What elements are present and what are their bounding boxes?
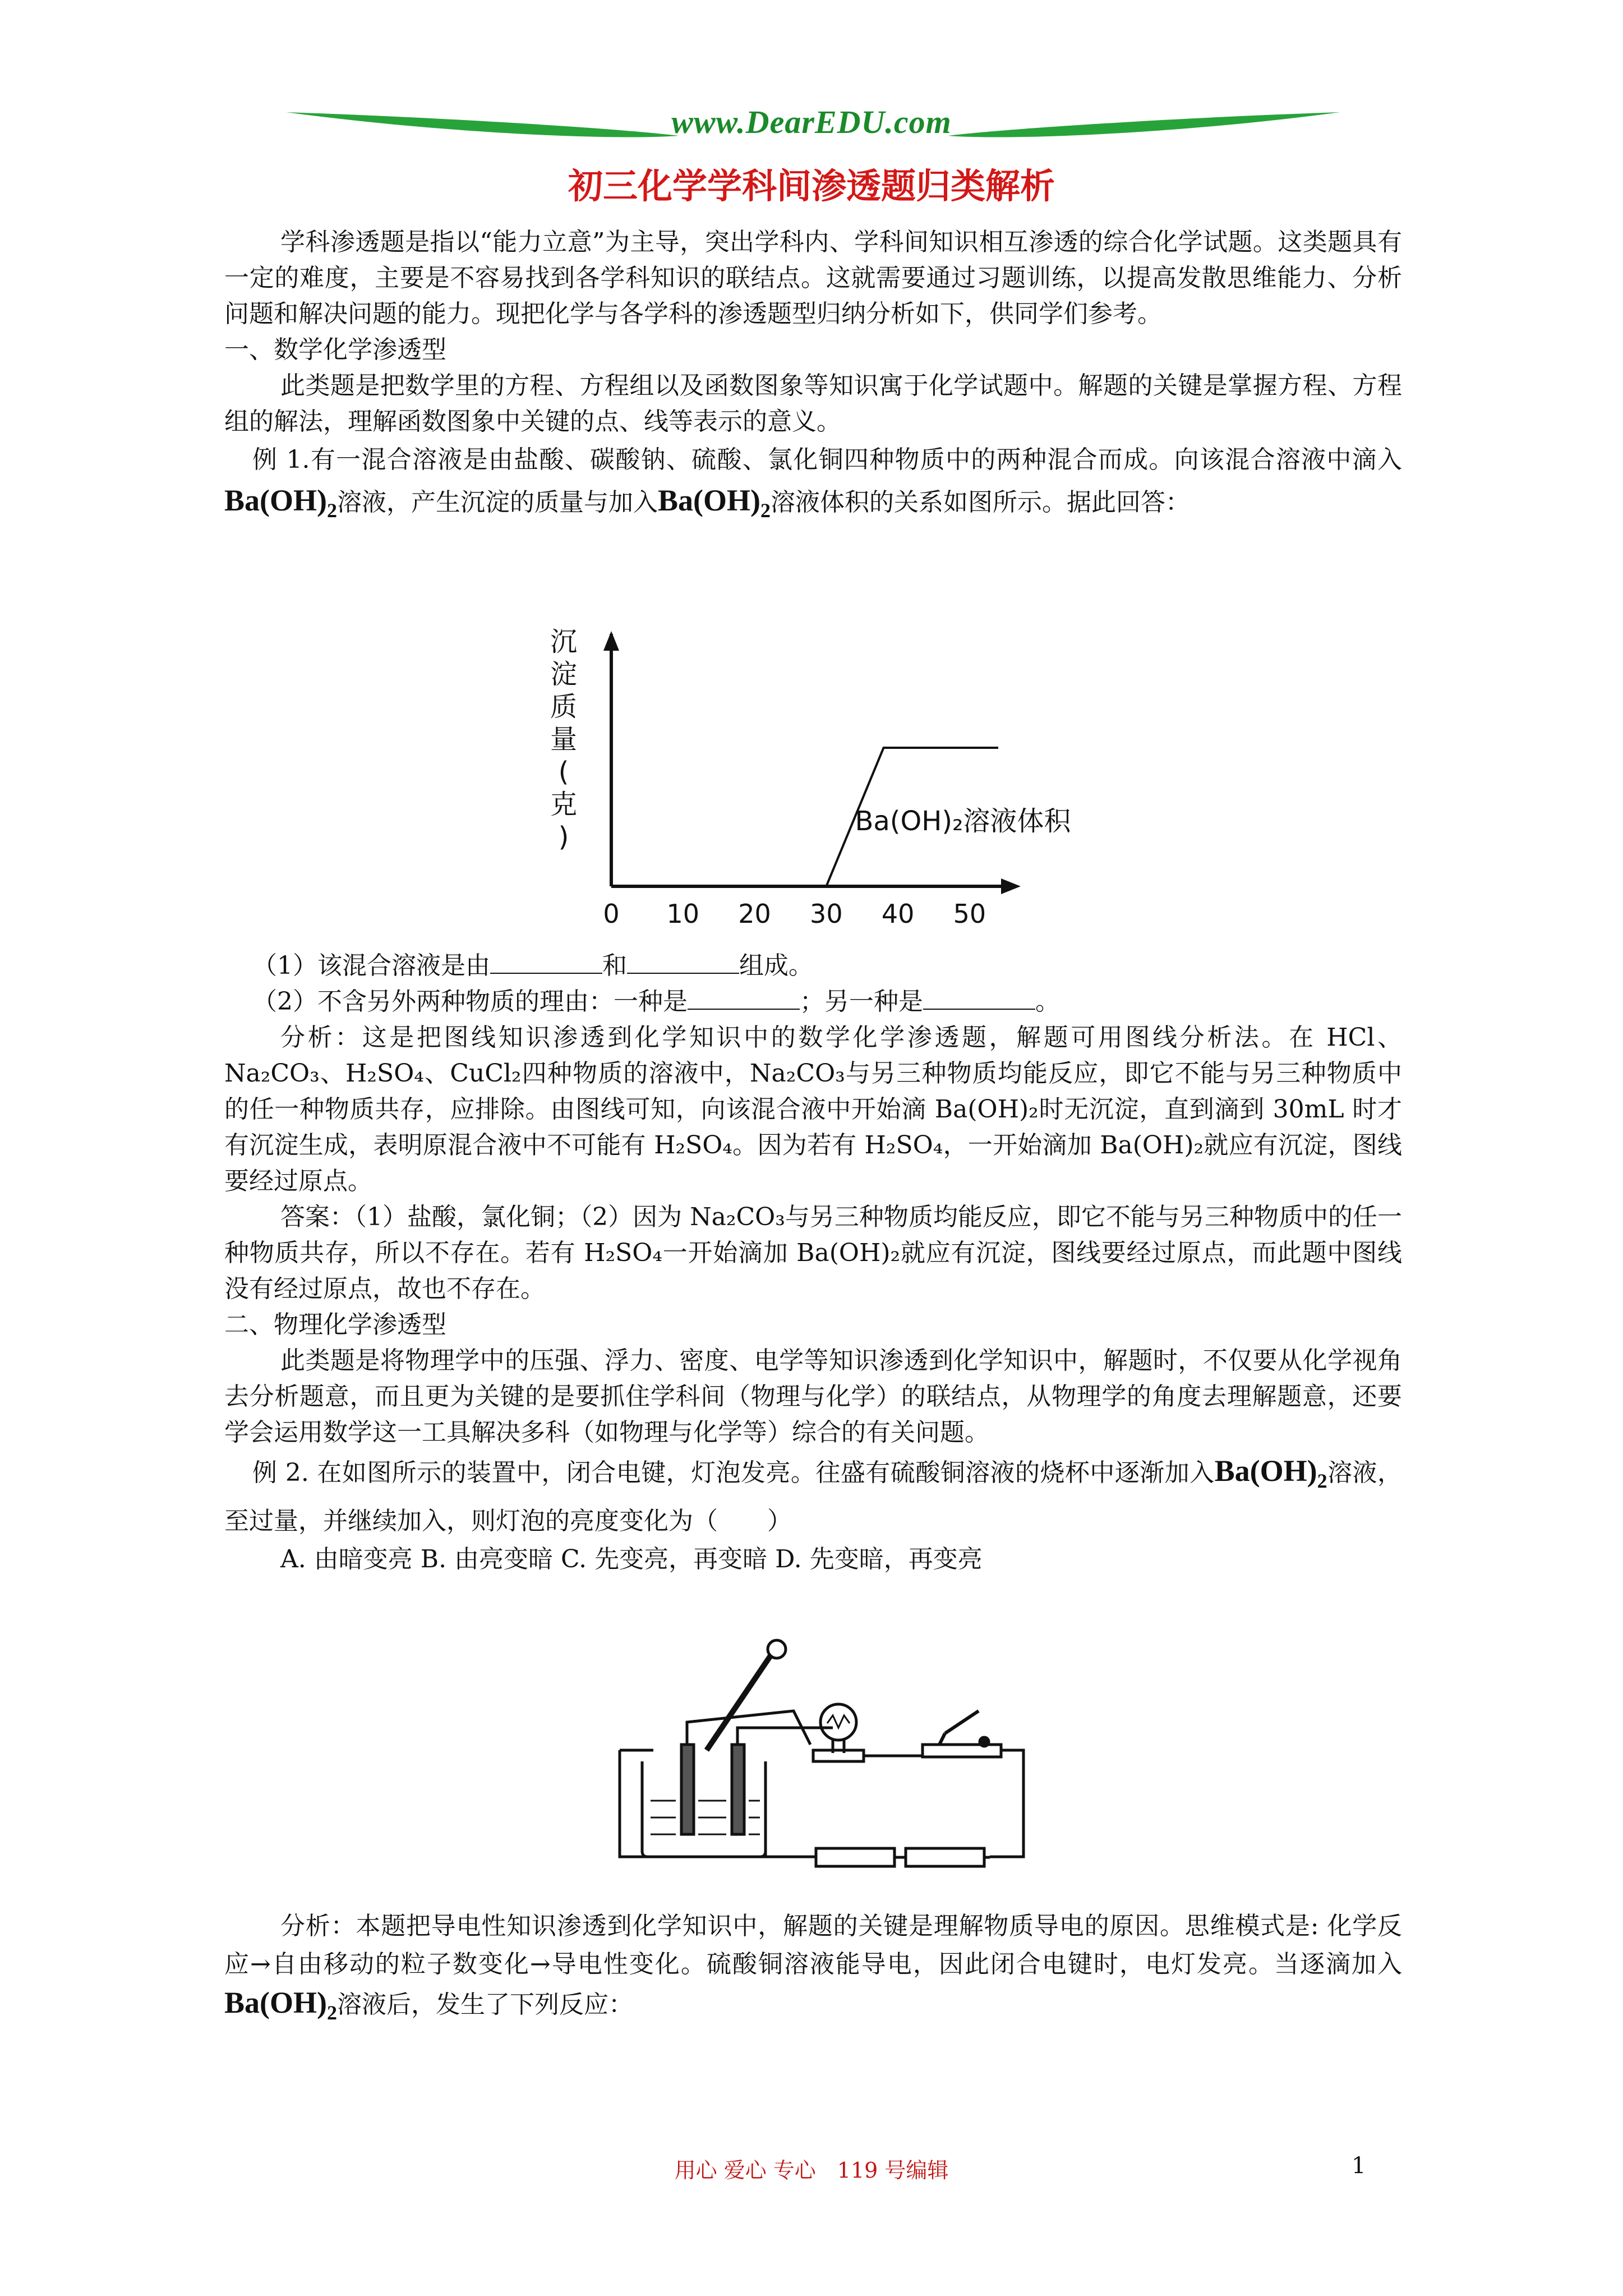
example2-question: 例 2. 在如图所示的装置中，闭合电键，灯泡发亮。往盛有硫酸铜溶液的烧杯中逐渐加入$Ba(OH)_2$溶液，至过量，并继续加入，则灯泡的亮度变化为（ ） bbox=[224, 1454, 1403, 1535]
x-tick-label: 20 bbox=[738, 899, 771, 929]
footer-text: 用心 爱心 专心 119 号编辑 bbox=[674, 2158, 949, 2183]
ylabel-char: 质 bbox=[550, 691, 578, 723]
ylabel-char: ) bbox=[558, 821, 569, 853]
intro-paragraph: 学科渗透题是指以“能力立意”为主导，突出学科内、学科间知识相互渗透的综合化学试题。这类题具有一定的难度，主要是不容易找到各学科知识的联结点。这就需要通过习题训练，以提高发散思维能力、分析问题和解决问题的能力。现把化学与各学科的渗透题型归纳分析如下，供同学们参考。 bbox=[224, 228, 1402, 328]
section2-heading: 二、物理化学渗透型 bbox=[224, 1310, 446, 1339]
analysis-2: 分析：本题把导电性知识渗透到化学知识中，解题的关键是理解物质导电的原因。思维模式是: 化学反应→自由移动的粒子数变化→导电性变化。硫酸铜溶液能导电，因此闭合电键时，电灯发亮。当逐滴加入$Ba(OH)_2$溶液后，发生了下列反应： bbox=[224, 1912, 1402, 2024]
ylabel-char: 淀 bbox=[550, 659, 578, 690]
section2-desc: 此类题是将物理学中的压强、浮力、密度、电学等知识渗透到化学知识中，解题时，不仅要从化学视角去分析题意，而且更为关键的是要抓住学科间（物理与化学）的联结点，从物理学的角度去理解题意，还要学会运用数学这一工具解决多科（如物理与化学等）综合的有关问题。 bbox=[224, 1346, 1402, 1447]
page-number: 1 bbox=[1352, 2153, 1366, 2179]
blank-3[interactable] bbox=[688, 986, 800, 1010]
body-middle bbox=[224, 948, 1402, 1577]
formula-baoh2: $Ba(OH)_2$ bbox=[224, 484, 337, 522]
site-banner: www.DearEDU.com bbox=[671, 104, 952, 140]
formula-baoh2: $Ba(OH)_2$ bbox=[1214, 1454, 1327, 1492]
section1-desc: 此类题是把数学里的方程、方程组以及函数图象等知识寓于化学试题中。解题的关键是掌握方程、方程组的解法，理解函数图象中关键的点、线等表示的意义。 bbox=[224, 371, 1402, 436]
x-axis-arrow bbox=[1001, 878, 1021, 894]
x-tick-label: 0 bbox=[603, 899, 620, 929]
question-2: （2）不含另外两种物质的理由：一种是 ；另一种是 。 bbox=[252, 987, 1060, 1016]
example1-question: 例 1.有一混合溶液是由盐酸、碳酸钠、硫酸、氯化铜四种物质中的两种混合而成。向该混合溶液中滴入$Ba(OH)_2$溶液，产生沉淀的质量与加入$Ba(OH)_2$溶液体积的关系如图所示。据此回答： bbox=[224, 445, 1402, 522]
question-1: （1）该混合溶液是由 和 组成。 bbox=[252, 951, 813, 980]
y-axis-arrow bbox=[603, 631, 619, 651]
x-tick-label: 50 bbox=[953, 899, 986, 929]
body-top bbox=[224, 224, 1402, 531]
analysis-1: 分析：这是把图线知识渗透到化学知识中的数学化学渗透题，解题可用图线分析法。在 HCl、Na₂CO₃、H₂SO₄、CuCl₂四种物质的溶液中，Na₂CO₃与另三种物质均能反应，即它不能与另三种物质中的任一种物质共存，应排除。由图线可知，向该混合液中开始滴 Ba(OH)₂时无沉淀，直到滴到 30mL 时才有沉淀生成，表明原混合液中不可能有 H₂SO₄。因为若有 H₂SO₄，一开始滴加 Ba(OH)₂就应有沉淀，图线要经过原点。 bbox=[224, 1023, 1402, 1195]
chart-ylabel bbox=[550, 626, 577, 853]
circuit-diagram bbox=[608, 1632, 1035, 1868]
blank-4[interactable] bbox=[923, 986, 1035, 1010]
example2-options: A. 由暗变亮 B. 由亮变暗 C. 先变亮，再变暗 D. 先变暗，再变亮 bbox=[280, 1544, 983, 1573]
formula-baoh2: $Ba(OH)_2$ bbox=[658, 484, 771, 522]
x-tick-label: 10 bbox=[666, 899, 700, 929]
ylabel-char: ( bbox=[558, 756, 569, 788]
blank-1[interactable] bbox=[490, 950, 602, 974]
precipitate-chart bbox=[538, 617, 1099, 942]
section1-heading: 一、数学化学渗透型 bbox=[224, 335, 446, 364]
x-tick-label: 40 bbox=[881, 899, 915, 929]
ylabel-char: 克 bbox=[550, 789, 578, 820]
x-tick-label: 30 bbox=[810, 899, 843, 929]
blank-2[interactable] bbox=[627, 950, 739, 974]
formula-baoh2: $Ba(OH)_2$ bbox=[224, 1986, 337, 2024]
chart-ticks bbox=[603, 899, 986, 929]
page-title: 初三化学学科间渗透题归类解析 bbox=[568, 165, 1055, 206]
body-bottom bbox=[224, 1907, 1402, 2032]
ylabel-char: 沉 bbox=[550, 626, 578, 657]
chart-axes bbox=[603, 631, 1021, 894]
answer-1: 答案：（1）盐酸，氯化铜；（2）因为 Na₂CO₃与另三种物质均能反应，即它不能与另三种物质中的任一种物质共存，所以不存在。若有 H₂SO₄一开始滴加 Ba(OH)₂就应有沉淀，图线要经过原点，而此题中图线没有经过原点，故也不存在。 bbox=[224, 1203, 1402, 1303]
chart-xlabel: Ba(OH)₂溶液体积 bbox=[855, 806, 1071, 837]
ylabel-char: 量 bbox=[550, 724, 578, 755]
